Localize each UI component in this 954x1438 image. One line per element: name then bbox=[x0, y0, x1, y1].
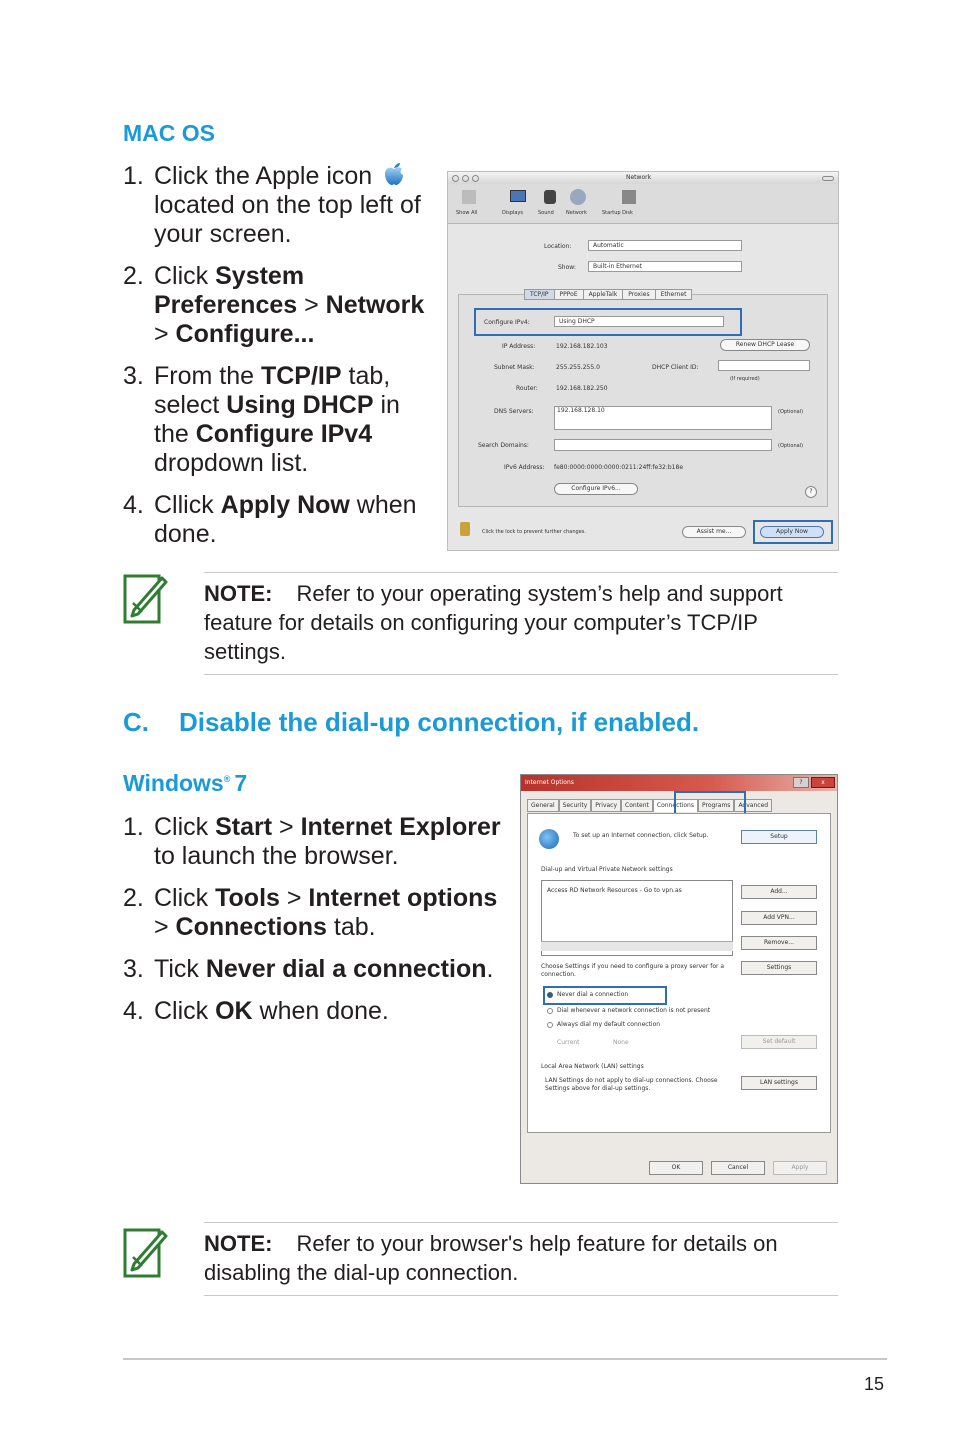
dns-label: DNS Servers: bbox=[494, 408, 534, 415]
note-box-2 bbox=[204, 1222, 838, 1296]
location-label: Location: bbox=[544, 243, 572, 250]
lock-text: Click the lock to prevent further changes. bbox=[482, 529, 586, 535]
configure-ipv4-label: Configure IPv4: bbox=[484, 319, 530, 326]
show-select[interactable]: Built-in Ethernet bbox=[588, 261, 742, 272]
connection-list-item[interactable]: Access RD Network Resources - Go to vpn.as bbox=[547, 887, 682, 894]
radio-always-dial-label[interactable]: Always dial my default connection bbox=[557, 1021, 661, 1028]
remove-button[interactable]: Remove... bbox=[741, 936, 817, 950]
apply-now-highlight bbox=[753, 520, 833, 544]
win-step-2: 2. Click Tools > Internet options > Connections tab. bbox=[123, 884, 498, 941]
dns-optional: (Optional) bbox=[778, 409, 804, 415]
tab-appletalk[interactable]: AppleTalk bbox=[584, 290, 624, 299]
tab-general[interactable]: General bbox=[527, 799, 559, 812]
mac-window-title: Network bbox=[626, 174, 652, 181]
note-text: Refer to your operating system’s help and support feature for details on configuring your computer’s TCP/IP settings. bbox=[204, 581, 783, 664]
mac-toolbar bbox=[448, 184, 838, 224]
footer-divider bbox=[123, 1358, 887, 1360]
tab-privacy[interactable]: Privacy bbox=[591, 799, 621, 812]
tab-ethernet[interactable]: Ethernet bbox=[660, 291, 687, 298]
toolbar-network[interactable]: Network bbox=[566, 210, 587, 216]
lan-heading: Local Area Network (LAN) settings bbox=[541, 1063, 644, 1070]
win-window-title: Internet Options bbox=[525, 779, 574, 786]
show-all-icon bbox=[462, 190, 476, 204]
set-default-button[interactable]: Set default bbox=[741, 1035, 817, 1049]
tab-pppoe[interactable]: PPPoE bbox=[555, 290, 584, 299]
subnet-value: 255.255.255.0 bbox=[556, 364, 600, 371]
windows-7-heading: Windows® 7 bbox=[123, 770, 248, 796]
mac-network-screenshot bbox=[447, 171, 839, 551]
tab-tcpip[interactable]: TCP/IP bbox=[525, 290, 555, 299]
setup-text: To set up an Internet connection, click Setup. bbox=[573, 832, 709, 839]
sound-icon bbox=[544, 190, 556, 204]
help-button[interactable]: ? bbox=[793, 777, 809, 788]
close-button[interactable]: x bbox=[811, 777, 835, 788]
tab-content[interactable]: Content bbox=[621, 799, 653, 812]
assist-me-button[interactable]: Assist me... bbox=[682, 526, 746, 538]
toolbar-show-all[interactable]: Show All bbox=[456, 210, 478, 216]
never-dial-highlight bbox=[543, 986, 667, 1005]
section-c-title bbox=[123, 707, 699, 738]
cancel-button[interactable]: Cancel bbox=[711, 1161, 765, 1175]
ipv6-label: IPv6 Address: bbox=[504, 464, 545, 471]
globe-icon bbox=[539, 829, 559, 849]
current-label: Current bbox=[557, 1039, 580, 1046]
tab-advanced[interactable]: Advanced bbox=[734, 799, 772, 812]
pane-tabs bbox=[524, 289, 692, 300]
subnet-label: Subnet Mask: bbox=[494, 364, 535, 371]
win-step-4: 4. Click OK when done. bbox=[123, 997, 389, 1025]
win-step-1: 1. Click Start > Internet Explorer to launch the browser. bbox=[123, 813, 501, 870]
search-optional: (Optional) bbox=[778, 443, 804, 449]
search-domains-label: Search Domains: bbox=[478, 442, 529, 449]
radio-dial-whenever-label[interactable]: Dial whenever a network connection is not present bbox=[557, 1007, 711, 1014]
section-title-text: Disable the dial-up connection, if enabled. bbox=[179, 707, 700, 737]
tab-connections[interactable]: Connections bbox=[653, 799, 698, 812]
dialup-heading: Dial-up and Virtual Private Network settings bbox=[541, 866, 673, 873]
mac-step-4: 4. Cllick Apply Now when done. bbox=[123, 491, 417, 548]
windows-steps-list bbox=[123, 813, 513, 1039]
minimize-dot-icon bbox=[462, 175, 469, 182]
mac-os-heading: MAC OS bbox=[123, 120, 215, 146]
note-pencil-icon bbox=[120, 570, 168, 626]
mac-step-1: 1. Click the Apple icon located on the top left of your screen. bbox=[123, 162, 421, 248]
note-label: NOTE: bbox=[204, 1231, 273, 1256]
mac-step-2: 2. Click System Preferences > Network > Configure... bbox=[123, 262, 425, 348]
if-required-note: (If required) bbox=[730, 376, 760, 382]
toolbar-startup-disk[interactable]: Startup Disk bbox=[602, 210, 633, 216]
renew-dhcp-button[interactable]: Renew DHCP Lease bbox=[720, 339, 810, 351]
win-step-3: 3. Tick Never dial a connection. bbox=[123, 955, 494, 983]
windows-internet-options-screenshot bbox=[520, 774, 838, 1184]
apply-now-button[interactable]: Apply Now bbox=[760, 526, 824, 538]
radio-never-dial-label[interactable]: Never dial a connection bbox=[557, 991, 629, 998]
ip-value: 192.168.182.103 bbox=[556, 343, 608, 350]
add-vpn-button[interactable]: Add VPN... bbox=[741, 911, 817, 925]
help-button[interactable]: ? bbox=[805, 486, 817, 498]
radio-always-dial[interactable] bbox=[547, 1022, 553, 1028]
lan-settings-button[interactable]: LAN settings bbox=[741, 1076, 817, 1090]
configure-ipv4-select[interactable]: Using DHCP bbox=[554, 316, 724, 327]
router-value: 192.168.182.250 bbox=[556, 385, 608, 392]
note-text: Refer to your browser's help feature for details on disabling the dial-up connection. bbox=[204, 1231, 778, 1285]
page-number: 15 bbox=[864, 1374, 885, 1394]
ok-button[interactable]: OK bbox=[649, 1161, 703, 1175]
radio-dial-whenever[interactable] bbox=[547, 1008, 553, 1014]
section-letter: C. bbox=[123, 707, 149, 737]
setup-button[interactable]: Setup bbox=[741, 830, 817, 844]
proxy-text: Choose Settings if you need to configure a proxy server for a connection. bbox=[541, 963, 725, 978]
add-button[interactable]: Add... bbox=[741, 885, 817, 899]
dhcp-client-id-label: DHCP Client ID: bbox=[652, 364, 699, 371]
dns-input[interactable]: 192.168.128.10 bbox=[554, 406, 772, 430]
toolbar-sound[interactable]: Sound bbox=[538, 210, 554, 216]
lock-icon[interactable] bbox=[460, 522, 470, 536]
settings-button[interactable]: Settings bbox=[741, 961, 817, 975]
zoom-dot-icon bbox=[472, 175, 479, 182]
toolbar-displays[interactable]: Displays bbox=[502, 210, 524, 216]
configure-ipv4-highlight bbox=[474, 308, 742, 336]
note-pencil-icon bbox=[120, 1224, 168, 1280]
dhcp-client-id-input[interactable] bbox=[718, 360, 810, 371]
displays-icon bbox=[510, 190, 526, 202]
apple-icon bbox=[383, 162, 405, 186]
tab-programs[interactable]: Programs bbox=[698, 799, 734, 812]
close-dot-icon bbox=[452, 175, 459, 182]
ipv6-value: fe80:0000:0000:0000:0211:24ff:fe32:b18e bbox=[554, 464, 684, 471]
toolbar-toggle-icon bbox=[822, 176, 834, 181]
apply-button[interactable]: Apply bbox=[773, 1161, 827, 1175]
search-domains-input[interactable] bbox=[554, 439, 772, 451]
note-label: NOTE: bbox=[204, 581, 273, 606]
mac-steps-list bbox=[123, 162, 433, 562]
location-select[interactable]: Automatic bbox=[588, 240, 742, 251]
network-icon bbox=[570, 189, 586, 205]
mac-step-3: 3. From the TCP/IP tab, select Using DHCP in the Configure IPv4 dropdown list. bbox=[123, 362, 400, 477]
list-scrollbar[interactable] bbox=[541, 941, 733, 951]
show-label: Show: bbox=[558, 264, 576, 271]
tab-security[interactable]: Security bbox=[559, 799, 592, 812]
ip-label: IP Address: bbox=[502, 343, 536, 350]
router-label: Router: bbox=[516, 385, 538, 392]
note-box-1 bbox=[204, 572, 838, 675]
current-value: None bbox=[613, 1039, 629, 1046]
tab-proxies[interactable]: Proxies bbox=[623, 290, 655, 299]
startup-disk-icon bbox=[622, 190, 636, 204]
configure-ipv6-button[interactable]: Configure IPv6... bbox=[554, 483, 638, 495]
lan-text: LAN Settings do not apply to dial-up connections. Choose Settings above for dial-up settings. bbox=[545, 1077, 718, 1092]
